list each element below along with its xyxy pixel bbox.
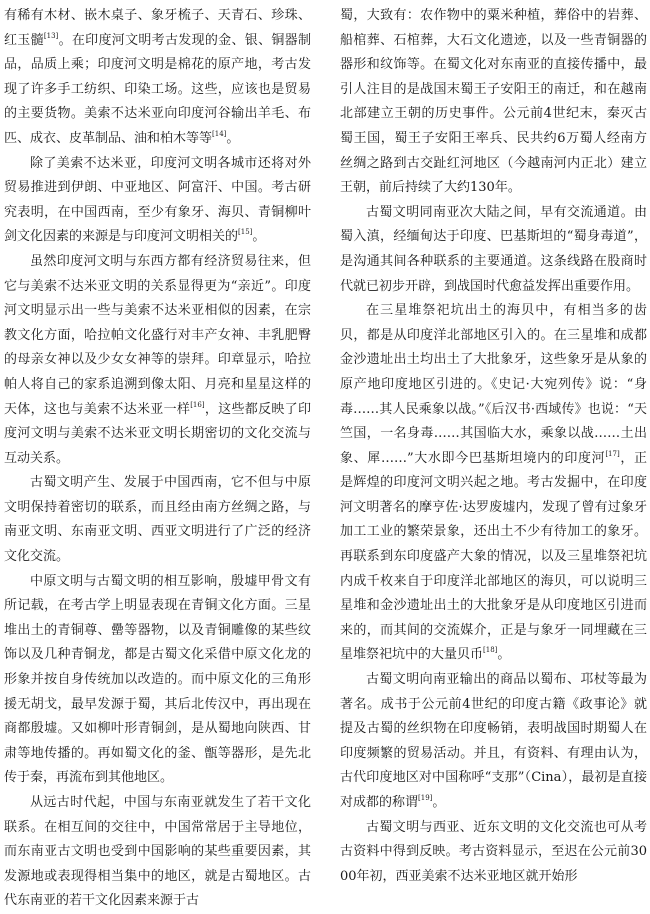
left-column	[4, 4, 311, 914]
paragraph-text: 除了美索不达米亚，印度河文明各城市还将对外贸易推进到伊朗、中亚地区、阿富汗、中国。考古研究表明，在中国西南，至少有象牙、海贝、青铜柳叶剑文化因素的来源是与印度河文明相关的	[4, 155, 311, 245]
paragraph-p6	[4, 791, 311, 914]
paragraph-text: 。在印度河文明考古发现的金、银、铜器制品，品质上乘；印度河文明是棉花的原产地，考古发现了许多手工纺织、印染工场。这些，应该也是贸易的主要货物。美索不达米亚向印度河谷输出羊毛、布匹、成衣、皮革制品、油和柏木等等	[4, 32, 311, 146]
citation-ref: [16]	[190, 400, 205, 409]
paragraph-text: 从远古时代起，中国与东南亚就发生了若干文化联系。在相互间的交往中，中国常常居于主导地位，而东南亚古文明也受到中国影响的某些重要因素，其发源地或表现得相当集中的地区，就是古蜀地区。古代东南亚的若干文化因素来源于古	[4, 795, 311, 909]
paragraph-text: 在三星堆祭祀坑出土的海贝中，有相当多的齿贝，都是从印度洋北部地区引入的。在三星堆和成都金沙遗址出土均出土了大批象牙，这些象牙是从象的原产地印度地区引进的。《史记·大宛列传》说：“身毒……其人民乘象以战。”《后汉书·西域传》也说：“天竺国，一名身毒……其国临大水，乘象以战……土出象、犀……”大水即今巴基斯坦境内的印度河	[340, 303, 647, 466]
paragraph-text: 蜀，大致有：农作物中的粟米种植，葬俗中的岩葬、船棺葬、石棺葬，大石文化遗迹，以及一些青铜器的器形和纹饰等。在蜀文化对东南亚的直接传播中，最引人注目的是战国末蜀王子安阳王的南迁，和在越南北部建立王朝的历史事件。公元前4世纪末，秦灭古蜀王国，蜀王子安阳王率兵、民共约6万蜀人经南方丝绸之路到古交趾红河地区（今越南河内正北）建立王朝，前后持续了大约130年。	[340, 8, 647, 196]
citation-ref: [14]	[212, 129, 227, 138]
citation-ref: [18]	[483, 646, 498, 655]
right-column	[340, 4, 647, 889]
paragraph-text: 有稀有木材、嵌木桌子、象牙梳子、天青石、珍珠、红玉髓	[4, 8, 311, 48]
paragraph-p5	[4, 570, 311, 791]
paragraph-text: 中原文明与古蜀文明的相互影响，殷墟甲骨文有所记载，在考古学上明显表现在青铜文化方面。三星堆出土的青铜尊、罍等器物，以及青铜雕像的某些纹饰以及几种青铜龙，都是古蜀文化采借中原文化龙的形象并按自身传统加以改造的。而中原文化的三角形援无胡戈，最早发源于蜀，其后北传汉中，再出现在商都殷墟。又如柳叶形青铜剑，是从蜀地向陕西、甘肃等地传播的。再如蜀文化的釜、甑等器形，是先北传于秦，再流布到其他地区。	[4, 573, 311, 786]
paragraph-p4	[4, 471, 311, 569]
paragraph-text: 古蜀文明产生、发展于中国西南，它不但与中原文明保持着密切的联系，而且经由南方丝绸之路，与南亚文明、东南亚文明、西亚文明进行了广泛的经济文化交流。	[4, 475, 311, 565]
paragraph-text: 古蜀文明与西亚、近东文明的文化交流也可从考古资料中得到反映。考古资料显示，至迟在公元前3000年初，西亚美索不达米亚地区就开始形	[340, 819, 647, 884]
paragraph-text: 古蜀文明向南亚输出的商品以蜀布、邛杖等最为著名。成书于公元前4世纪的印度古籍《政事论》就提及古蜀的丝织物在印度畅销，表明战国时期蜀人在印度频繁的贸易活动。并且，有资料、有理由认为，古代印度地区对中国称呼“支那”（Cina），最初是直接对成都的称谓	[340, 672, 647, 810]
paragraph-text: 。	[497, 647, 511, 663]
paragraph-q4	[340, 668, 647, 816]
paragraph-text: ，正是辉煌的印度河文明兴起之地。考古发掘中，在印度河文明著名的摩亨佐·达罗废墟内，发现了曾有过象牙加工工业的繁荣景象，还出土不少有待加工的象牙。再联系到东印度盛产大象的情况，以及三星堆祭祀坑内成千枚来自于印度洋北部地区的海贝，可以说明三星堆和金沙遗址出土的大批象牙是从印度地区引进而来的，而其间的交流媒介，正是与象牙一同埋藏在三星堆祭祀坑中的大量贝币	[340, 450, 647, 663]
paragraph-text: 虽然印度河文明与东西方都有经济贸易往来，但它与美索不达米亚文明的关系显得更为“亲近”。印度河文明显示出一些与美索不达米亚相似的因素，在宗教文化方面，哈拉帕文化盛行对丰产女神、丰乳肥臀的母亲女神以及少女女神等的崇拜。印章显示，哈拉帕人将自己的家系追溯到像太阳、月亮和星星这样的天体，这也与美索不达米亚一样	[4, 253, 311, 417]
paragraph-text: 。	[432, 795, 446, 810]
paragraph-p2	[4, 152, 311, 250]
paragraph-text: 。	[226, 130, 240, 146]
paragraph-q3	[340, 299, 647, 668]
paragraph-text: 古蜀文明同南亚次大陆之间，早有交流通道。由蜀入滇，经缅甸达于印度、巴基斯坦的“蜀身毒道”，是沟通其间各种联系的主要通道。这条线路在股商时代就已初步开辟，到战国时代愈益发挥出重要作用。	[340, 204, 647, 294]
paragraph-q1	[340, 4, 647, 201]
paragraph-p3	[4, 250, 311, 471]
paragraph-q2	[340, 201, 647, 299]
paragraph-q5	[340, 816, 647, 890]
paragraph-p1	[4, 4, 311, 152]
citation-ref: [19]	[418, 794, 433, 802]
citation-ref: [13]	[43, 31, 59, 40]
paragraph-text: 。	[252, 229, 266, 245]
paragraph-text: ，这些都反映了印度河文明与美索不达米亚文明长期密切的文化交流与互动关系。	[4, 401, 311, 466]
citation-ref: [15]	[238, 228, 253, 237]
citation-ref: [17]	[605, 449, 620, 458]
